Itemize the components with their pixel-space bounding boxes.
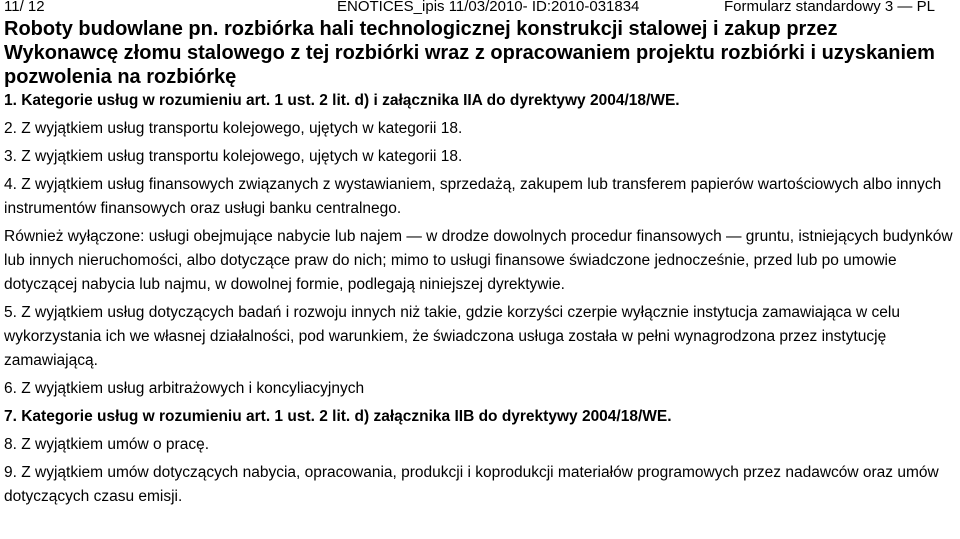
note-4-continued: Również wyłączone: usługi obejmujące nabycie lub najem — w drodze dowolnych procedur finansowych — gruntu, istniejących budynków lub innych nieruchomości, albo dotyczące praw do nich; mimo to usługi finansowe świadczone jednocześnie, przed lub po umowie dotyczącej nabycia lub najmu, w dowolnej formie, podlegają niniejszej dyrektywie. <box>4 228 953 293</box>
page-number: 11/ 12 <box>4 0 45 15</box>
note-7: 7. Kategorie usług w rozumieniu art. 1 ust. 2 lit. d) załącznika IIB do dyrektywy 2004/18/WE. <box>4 408 672 425</box>
note-9: 9. Z wyjątkiem umów dotyczących nabycia, opracowania, produkcji i koprodukcji materiałów programowych przez nadawców oraz umów dotyczących czasu emisji. <box>4 464 939 505</box>
notice-reference: ENOTICES_ipis 11/03/2010- ID:2010-031834 <box>337 0 640 15</box>
note-4: 4. Z wyjątkiem usług finansowych związanych z wystawianiem, sprzedażą, zakupem lub transferem papierów wartościowych albo innych instrumentów finansowych oraz usługi banku centralnego. <box>4 176 942 217</box>
note-1: 1. Kategorie usług w rozumieniu art. 1 ust. 2 lit. d) i załącznika IIA do dyrektywy 2004/18/WE. <box>4 92 680 109</box>
form-name: Formularz standardowy 3 — PL <box>724 0 935 15</box>
page-header <box>4 0 960 16</box>
note-6: 6. Z wyjątkiem usług arbitrażowych i koncyliacyjnych <box>4 380 365 397</box>
note-2: 2. Z wyjątkiem usług transportu kolejowego, ujętych w kategorii 18. <box>4 120 463 137</box>
notes-section <box>4 89 956 513</box>
document-title: Roboty budowlane pn. rozbiórka hali technologicznej konstrukcji stalowej i zakup przez Wykonawcę złomu stalowego z tej rozbiórki wraz z opracowaniem projektu rozbiórki i uzyskaniem pozwolenia na rozbiórkę <box>4 18 935 88</box>
note-3: 3. Z wyjątkiem usług transportu kolejowego, ujętych w kategorii 18. <box>4 148 463 165</box>
note-8: 8. Z wyjątkiem umów o pracę. <box>4 436 210 453</box>
note-5: 5. Z wyjątkiem usług dotyczących badań i rozwoju innych niż takie, gdzie korzyści czerpie wyłącznie instytucja zamawiająca w celu wykorzystania ich we własnej działalności, pod warunkiem, że świadczona usługa została w pełni wynagrodzona przez instytucję zamawiającą. <box>4 304 900 369</box>
